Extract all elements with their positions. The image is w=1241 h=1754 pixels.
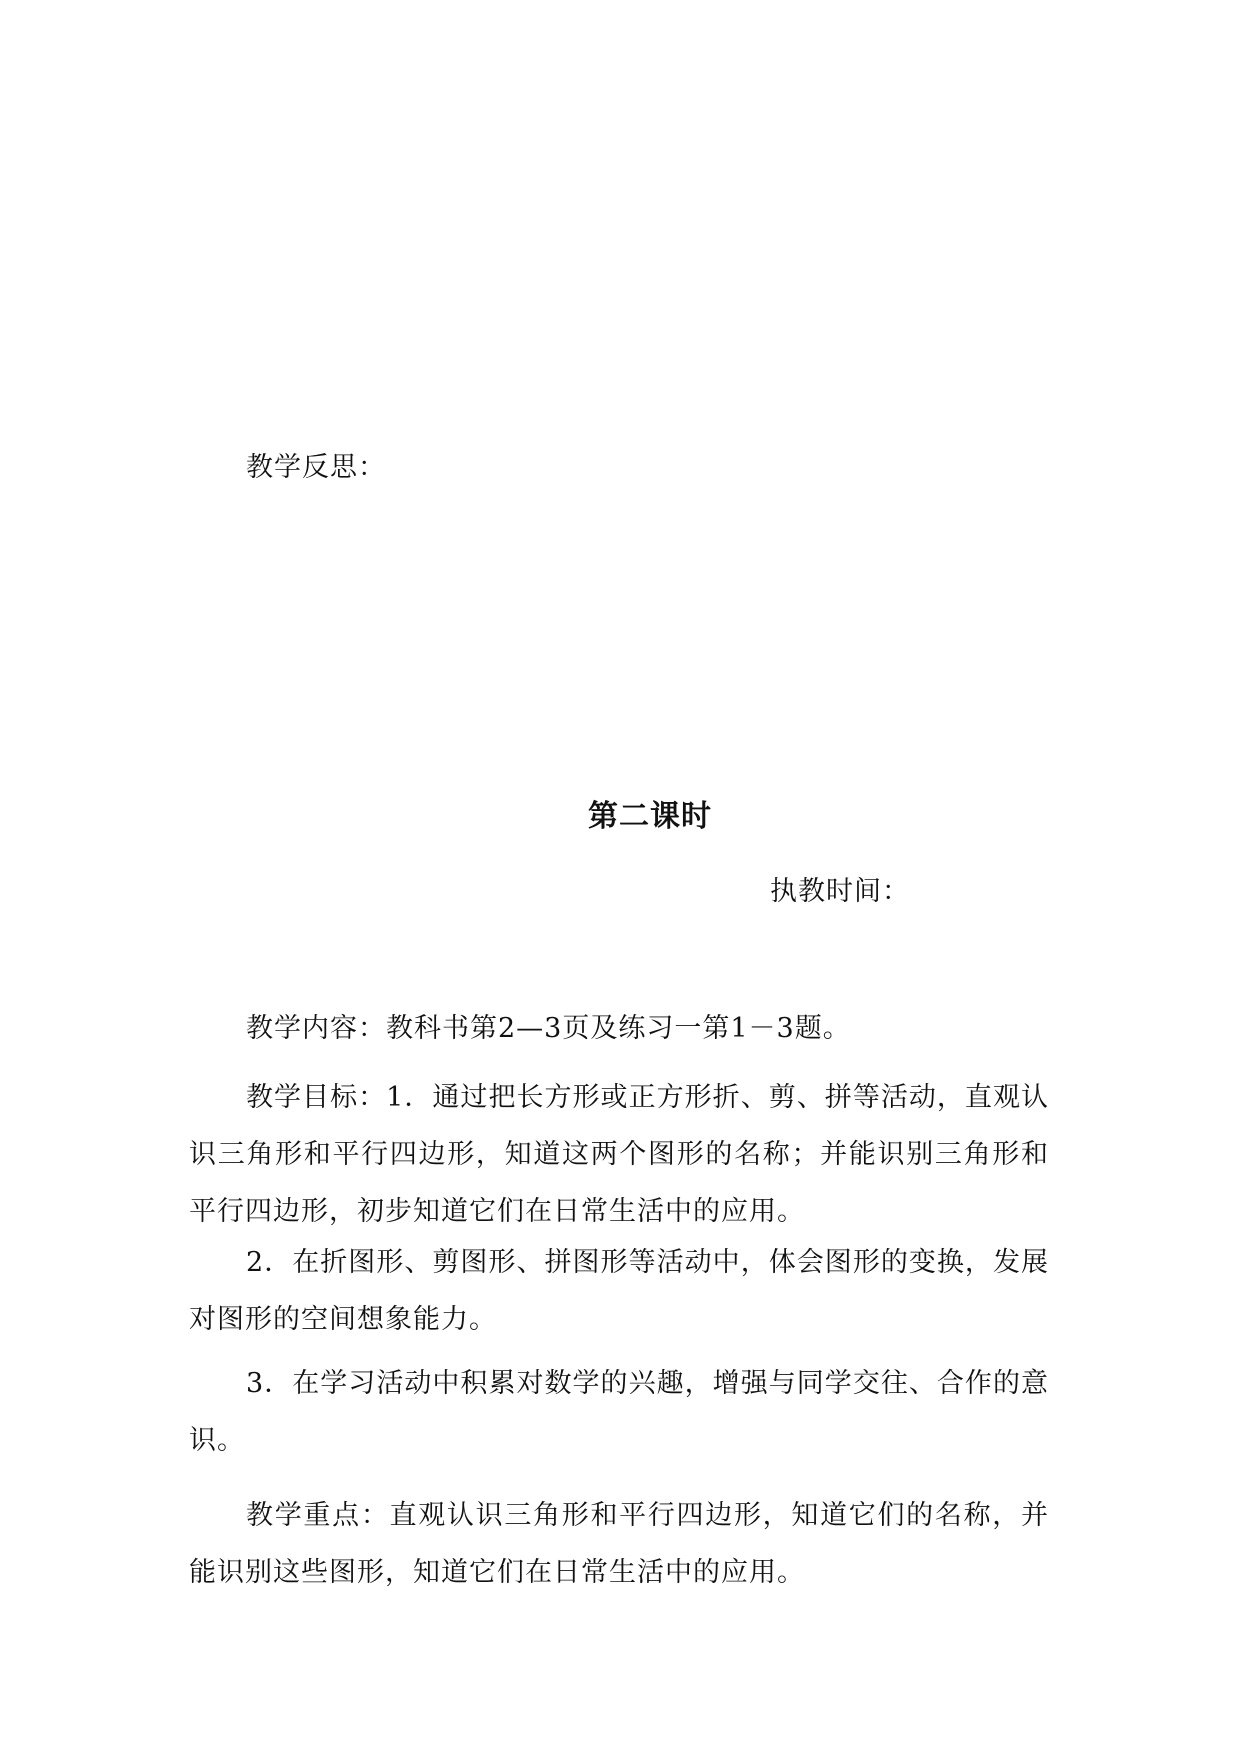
teaching-reflection-label: 教学反思： [246, 452, 386, 483]
teaching-goal-1: 教学目标：1．通过把长方形或正方形折、剪、拼等活动，直观认识三角形和平行四边形，知道这两个图形的名称；并能识别三角形和平行四边形，初步知道它们在日常生活中的应用。 [189, 1082, 1049, 1227]
teaching-key-point: 教学重点：直观认识三角形和平行四边形，知道它们的名称，并能识别这些图形，知道它们在日常生活中的应用。 [189, 1500, 1049, 1588]
teaching-goal-2: 2．在折图形、剪图形、拼图形等活动中，体会图形的变换，发展对图形的空间想象能力。 [189, 1247, 1049, 1335]
teaching-time-label: 执教时间： [770, 876, 910, 907]
teaching-content: 教学内容：教科书第2—3页及练习一第1－3题。 [246, 1013, 851, 1044]
teaching-goal-3: 3．在学习活动中积累对数学的兴趣，增强与同学交往、合作的意识。 [189, 1368, 1049, 1456]
lesson-title: 第二课时 [588, 799, 712, 834]
